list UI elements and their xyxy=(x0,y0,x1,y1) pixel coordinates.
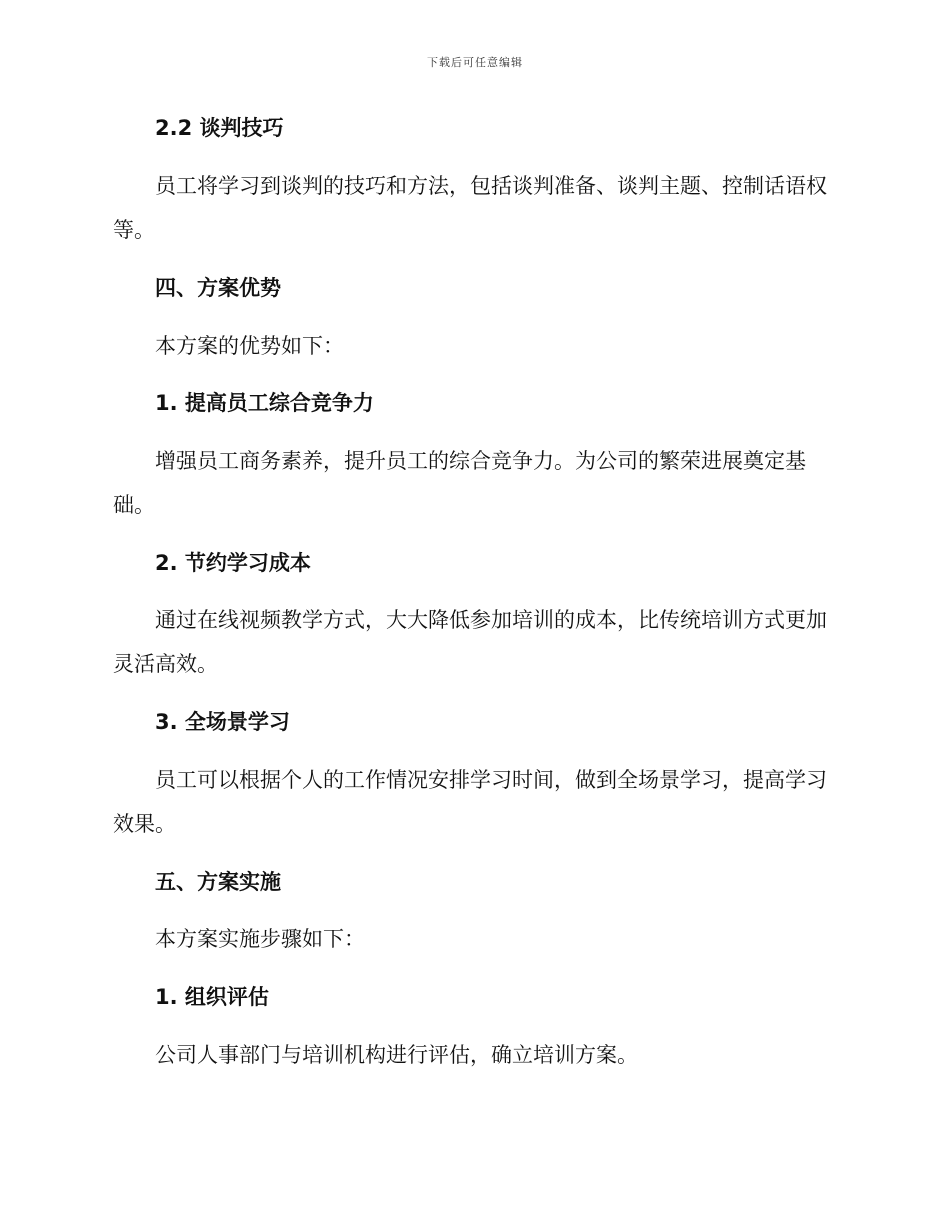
paragraph-advantages-intro: 本方案的优势如下： xyxy=(155,334,344,358)
subheading-all-scenario: 3. 全场景学习 xyxy=(155,710,290,734)
paragraph-negotiation-skills: 员工将学习到谈判的技巧和方法，包括谈判准备、谈判主题、控制话语权等。 xyxy=(113,174,827,242)
paragraph-implementation-intro: 本方案实施步骤如下： xyxy=(155,927,365,951)
paragraph-cost-saving: 通过在线视频教学方式，大大降低参加培训的成本，比传统培训方式更加灵活高效。 xyxy=(113,608,827,676)
page-header-note: 下载后可任意编辑 xyxy=(427,56,523,69)
subheading-cost-saving: 2. 节约学习成本 xyxy=(155,551,311,575)
subheading-assessment: 1. 组织评估 xyxy=(155,985,269,1009)
paragraph-assessment: 公司人事部门与培训机构进行评估，确立培训方案。 xyxy=(155,1043,638,1067)
section-heading-2-2: 2.2 谈判技巧 xyxy=(155,116,284,140)
subheading-competitiveness: 1. 提高员工综合竞争力 xyxy=(155,391,374,415)
paragraph-all-scenario: 员工可以根据个人的工作情况安排学习时间，做到全场景学习，提高学习效果。 xyxy=(113,768,827,836)
section-heading-implementation: 五、方案实施 xyxy=(155,870,281,894)
paragraph-competitiveness: 增强员工商务素养，提升员工的综合竞争力。为公司的繁荣进展奠定基础。 xyxy=(113,449,806,517)
section-heading-advantages: 四、方案优势 xyxy=(155,276,281,300)
